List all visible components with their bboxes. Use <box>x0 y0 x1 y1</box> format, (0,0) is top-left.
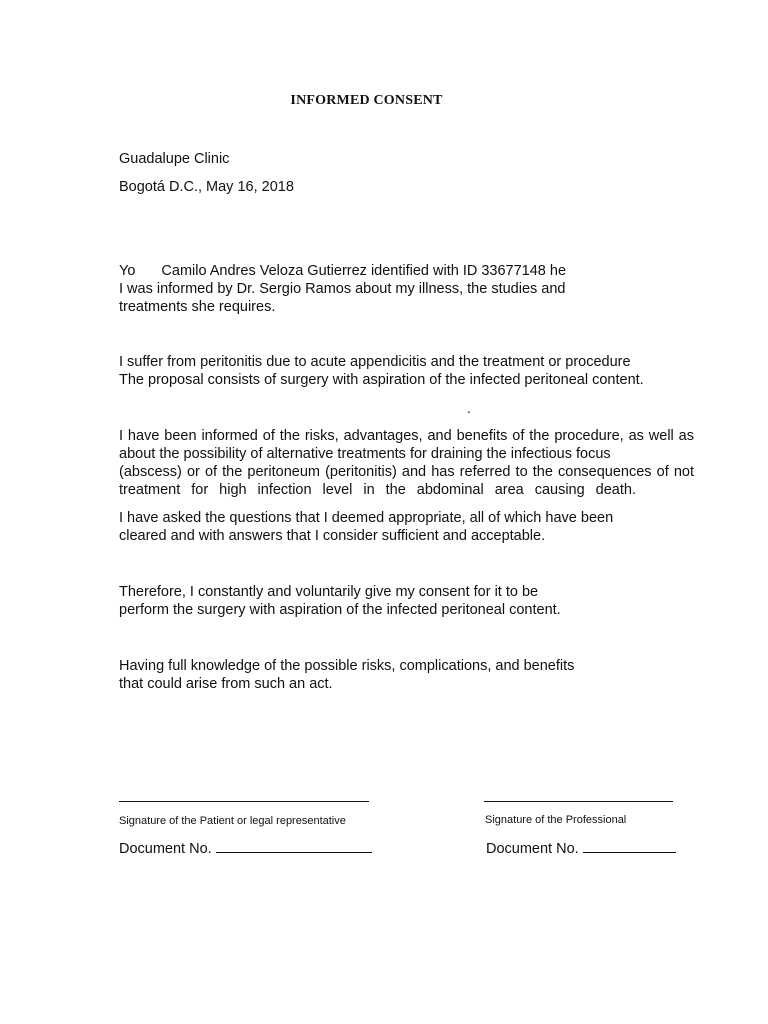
diagnosis-line-2: The proposal consists of surgery with aspiration of the infected peritoneal content. <box>119 372 644 388</box>
consent-paragraph <box>119 583 561 619</box>
questions-paragraph <box>119 509 613 545</box>
questions-line-1: I have asked the questions that I deemed appropriate, all of which have been <box>119 510 614 526</box>
risks-line-1: I have been informed of the risks, advantages, and benefits of the procedure, as well as <box>119 428 694 444</box>
patient-document-label: Document No. <box>119 841 212 857</box>
risks-line-3: (abscess) or of the peritoneum (peritonitis) and has referred to the consequences of not <box>119 464 694 480</box>
questions-line-2: cleared and with answers that I consider sufficient and acceptable. <box>119 528 546 544</box>
consent-line-1: Therefore, I constantly and voluntarily give my consent for it to be <box>119 584 539 600</box>
intro-yo: Yo <box>119 263 136 279</box>
knowledge-line-2: that could arise from such an act. <box>119 676 333 692</box>
professional-signature-label: Signature of the Professional <box>485 814 627 826</box>
intro-line-3: treatments she requires. <box>119 299 276 315</box>
professional-document-field <box>486 840 676 857</box>
intro-paragraph <box>119 262 566 316</box>
risks-line-2: about the possibility of alternative treatments for draining the infectious focus <box>119 446 611 462</box>
clinic-name: Guadalupe Clinic <box>119 151 230 167</box>
knowledge-line-1: Having full knowledge of the possible risks, complications, and benefits <box>119 658 575 674</box>
knowledge-paragraph <box>119 657 574 693</box>
place-date: Bogotá D.C., May 16, 2018 <box>119 179 294 195</box>
intro-line-1 <box>119 262 566 280</box>
professional-document-label: Document No. <box>486 841 579 857</box>
diagnosis-line-1: I suffer from peritonitis due to acute appendicitis and the treatment or procedure <box>119 354 631 370</box>
stray-dot: . <box>467 400 471 416</box>
patient-document-blank[interactable] <box>216 840 372 853</box>
risks-paragraph <box>119 427 694 499</box>
professional-signature-line[interactable] <box>484 801 673 802</box>
risks-line-4: treatment for high infection level in the abdominal area causing death. <box>119 482 636 498</box>
patient-signature-label: Signature of the Patient or legal representative <box>119 815 346 827</box>
diagnosis-paragraph <box>119 353 644 389</box>
patient-signature-line[interactable] <box>119 801 369 802</box>
intro-line-2: I was informed by Dr. Sergio Ramos about my illness, the studies and <box>119 281 566 297</box>
patient-document-field <box>119 840 372 857</box>
professional-document-blank[interactable] <box>583 840 676 853</box>
document-title: INFORMED CONSENT <box>290 93 443 108</box>
consent-line-2: perform the surgery with aspiration of the infected peritoneal content. <box>119 602 561 618</box>
intro-text-1: Camilo Andres Veloza Gutierrez identified with ID 33677148 he <box>161 263 567 279</box>
